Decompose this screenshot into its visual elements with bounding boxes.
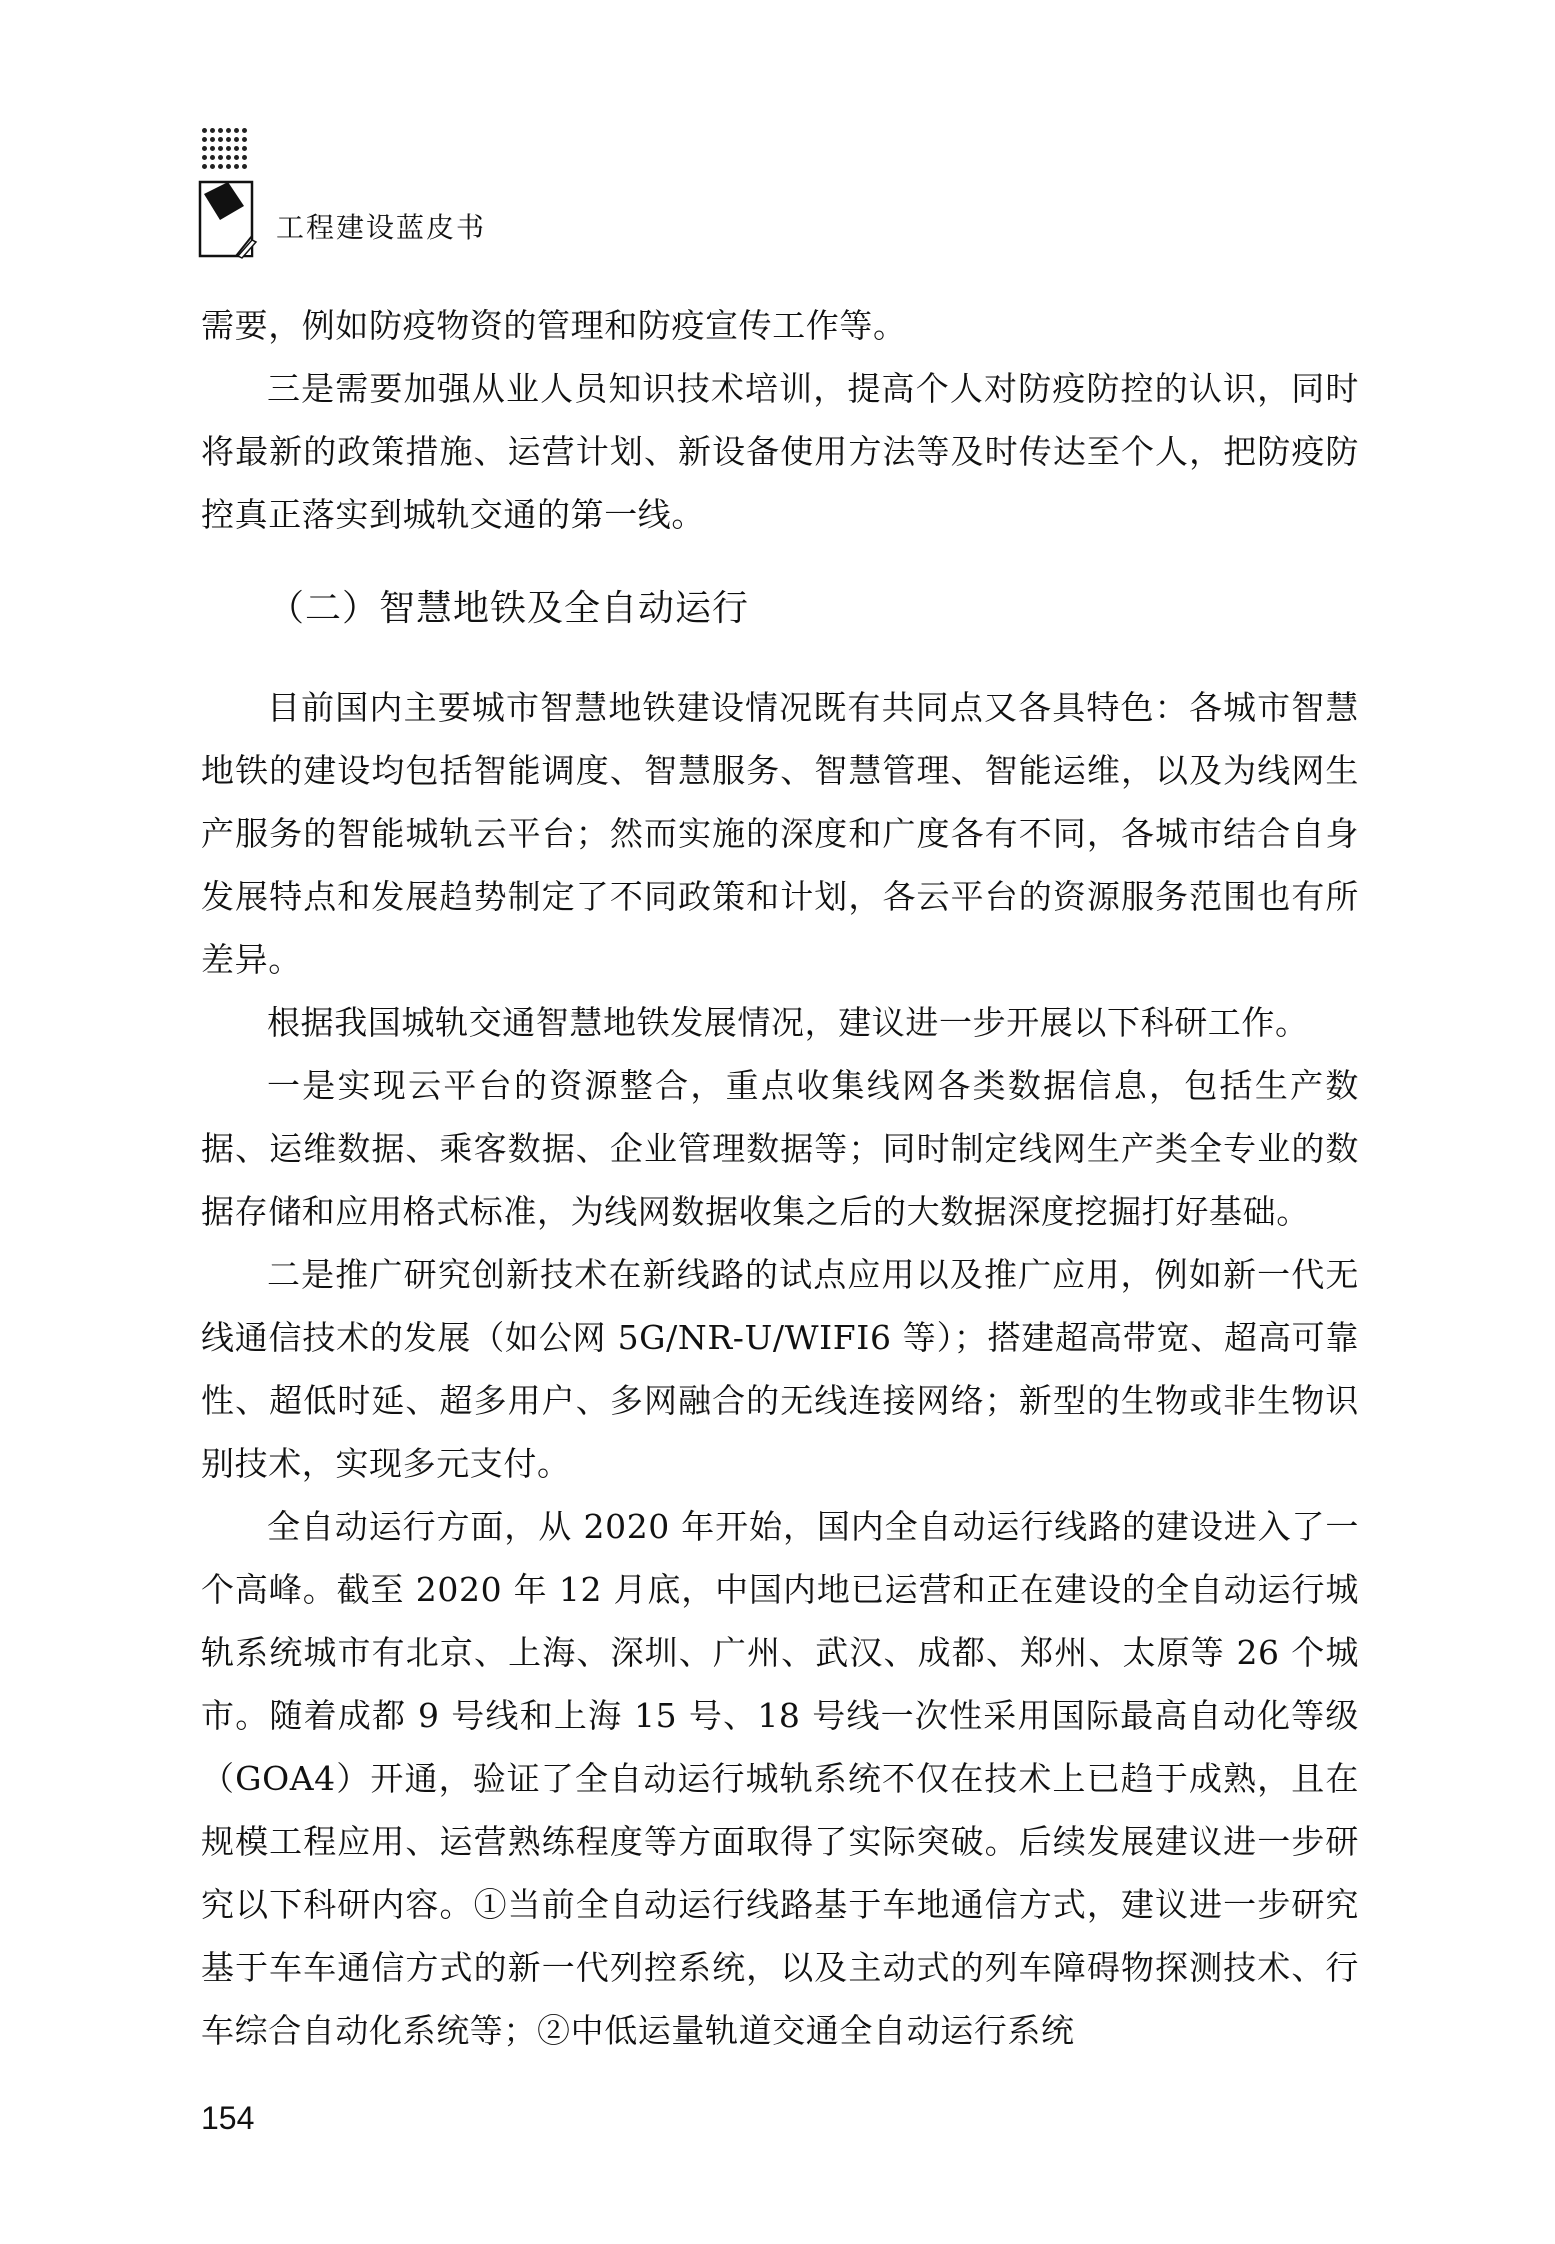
dot [242,128,247,133]
dot [234,155,239,160]
dot [218,155,223,160]
dot [202,128,207,133]
dot [226,164,231,169]
dot [218,137,223,142]
dot [218,146,223,151]
paragraph: 目前国内主要城市智慧地铁建设情况既有共同点又各具特色：各城市智慧地铁的建设均包括智能调度、智慧服务、智慧管理、智能运维，以及为线网生产服务的智能城轨云平台；然而实施的深度和广度各有不同，各城市结合自身发展特点和发展趋势制定了不同政策和计划，各云平台的资源服务范围也有所差异。 [201,688,1359,979]
paragraph: 三是需要加强从业人员知识技术培训，提高个人对防疫防控的认识，同时将最新的政策措施、运营计划、新设备使用方法等及时传达至个人，把防疫防控真正落实到城轨交通的第一线。 [201,369,1359,534]
dot [242,164,247,169]
text-block-main [201,676,1359,2062]
running-title: 工程建设蓝皮书 [276,211,487,244]
dot [242,155,247,160]
dot [226,128,231,133]
dot [202,146,207,151]
dot [242,146,247,151]
dot [218,128,223,133]
dot [202,137,207,142]
paragraph: 需要，例如防疫物资的管理和防疫宣传工作等。 [201,306,907,345]
dot [210,146,215,151]
dot [242,137,247,142]
dot [226,155,231,160]
dot [226,146,231,151]
paragraph: 全自动运行方面，从 2020 年开始，国内全自动运行线路的建设进入了一个高峰。截至 2020 年 12 月底，中国内地已运营和正在建设的全自动运行城轨系统城市有北京、上海、深圳、广州、武汉、成都、郑州、太原等 26 个城市。随着成都 9 号线和上海 15 号、18 号线一次性采用国际最高自动化等级（GOA4）开通，验证了全自动运行城轨系统不仅在技术上已趋于成熟，且在规模工程应用、运营熟练程度等方面取得了实际突破。后续发展建议进一步研究以下科研内容。①当前全自动运行线路基于车地通信方式，建议进一步研究基于车车通信方式的新一代列控系统，以及主动式的列车障碍物探测技术、行车综合自动化系统等；②中低运量轨道交通全自动运行系统 [201,1507,1359,2050]
dot [218,164,223,169]
dot [210,137,215,142]
dot [202,155,207,160]
series-logo [198,128,260,260]
page-number: 154 [201,2100,255,2136]
paragraph: 一是实现云平台的资源整合，重点收集线网各类数据信息，包括生产数据、运维数据、乘客数据、企业管理数据等；同时制定线网生产类全专业的数据存储和应用格式标准，为线网数据收集之后的大数据深度挖掘打好基础。 [201,1066,1359,1231]
paragraph: 根据我国城轨交通智慧地铁发展情况，建议进一步开展以下科研工作。 [267,1003,1309,1042]
book-icon [198,180,258,260]
dot [210,155,215,160]
dot [210,164,215,169]
dot [234,146,239,151]
section-heading: （二）智慧地铁及全自动运行 [268,588,750,629]
paragraph: 二是推广研究创新技术在新线路的试点应用以及推广应用，例如新一代无线通信技术的发展（如公网 5G/NR-U/WIFI6 等）；搭建超高带宽、超高可靠性、超低时延、超多用户、多网融合的无线连接网络；新型的生物或非生物识别技术，实现多元支付。 [201,1255,1359,1483]
dot [210,128,215,133]
dot-grid-icon [202,128,250,176]
dot [234,164,239,169]
dot [202,164,207,169]
dot [234,137,239,142]
dot [226,137,231,142]
dot [234,128,239,133]
text-block-top [201,294,1359,546]
